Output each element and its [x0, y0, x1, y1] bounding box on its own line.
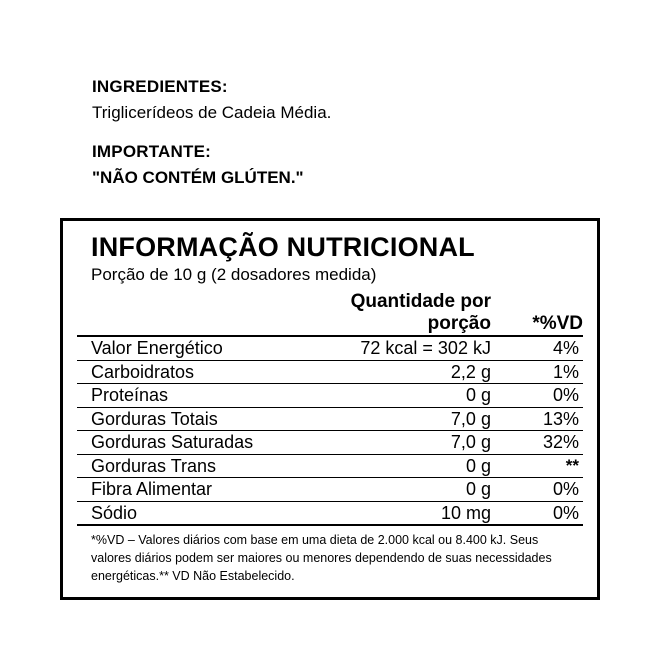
table-row	[77, 501, 583, 524]
row-vd: 0%	[497, 384, 583, 408]
row-vd: 1%	[497, 360, 583, 384]
row-amount: 7,0 g	[325, 431, 497, 455]
nutrition-facts-panel	[60, 218, 600, 600]
nutrition-table	[77, 291, 583, 337]
footnote-divider	[77, 524, 583, 526]
row-vd: **	[497, 454, 583, 478]
header-nutrient	[77, 291, 325, 336]
row-name: Carboidratos	[77, 360, 325, 384]
table-row	[77, 454, 583, 478]
row-amount: 10 mg	[325, 501, 497, 524]
row-amount: 72 kcal = 302 kJ	[360, 338, 491, 359]
row-vd: 32%	[497, 431, 583, 455]
ingredients-text: Triglicerídeos de Cadeia Média.	[92, 102, 332, 122]
nutrition-table-header	[77, 291, 583, 336]
row-vd: 4%	[552, 338, 579, 359]
table-row	[77, 407, 583, 431]
row-amount: 0 g	[325, 478, 497, 502]
table-row	[77, 337, 583, 360]
header-daily-value: *%VD	[532, 313, 583, 335]
row-amount: 0 g	[325, 384, 497, 408]
table-row	[77, 478, 583, 502]
table-row	[77, 431, 583, 455]
row-name: Fibra Alimentar	[77, 478, 325, 502]
daily-value-footnote: *%VD – Valores diários com base em uma dieta de 2.000 kcal ou 8.400 kJ. Seus valores diários podem ser maiores ou menores dependendo de suas necessidades energéticas.** VD Não Estabelecido.	[91, 533, 552, 584]
header-amount-per-portion: Quantidade por porção	[350, 291, 491, 335]
important-heading: IMPORTANTE:	[92, 141, 211, 161]
ingredients-block	[92, 76, 592, 190]
nutrition-title: INFORMAÇÃO NUTRICIONAL	[91, 232, 475, 262]
ingredients-heading: INGREDIENTES:	[92, 77, 228, 96]
table-row	[77, 384, 583, 408]
row-vd: 13%	[497, 407, 583, 431]
row-amount: 0 g	[325, 454, 497, 478]
row-name: Proteínas	[77, 384, 325, 408]
row-name: Gorduras Trans	[77, 454, 325, 478]
row-name: Gorduras Totais	[77, 407, 325, 431]
table-row	[77, 360, 583, 384]
row-name: Gorduras Saturadas	[77, 431, 325, 455]
row-vd: 0%	[497, 501, 583, 524]
important-text: "NÃO CONTÉM GLÚTEN."	[92, 167, 304, 187]
row-name: Sódio	[77, 501, 325, 524]
nutrition-portion: Porção de 10 g (2 dosadores medida)	[91, 264, 377, 284]
row-vd: 0%	[497, 478, 583, 502]
row-amount: 2,2 g	[325, 360, 497, 384]
nutrition-rows-table	[77, 337, 583, 524]
row-amount: 7,0 g	[325, 407, 497, 431]
row-name: Valor Energético	[91, 338, 223, 359]
